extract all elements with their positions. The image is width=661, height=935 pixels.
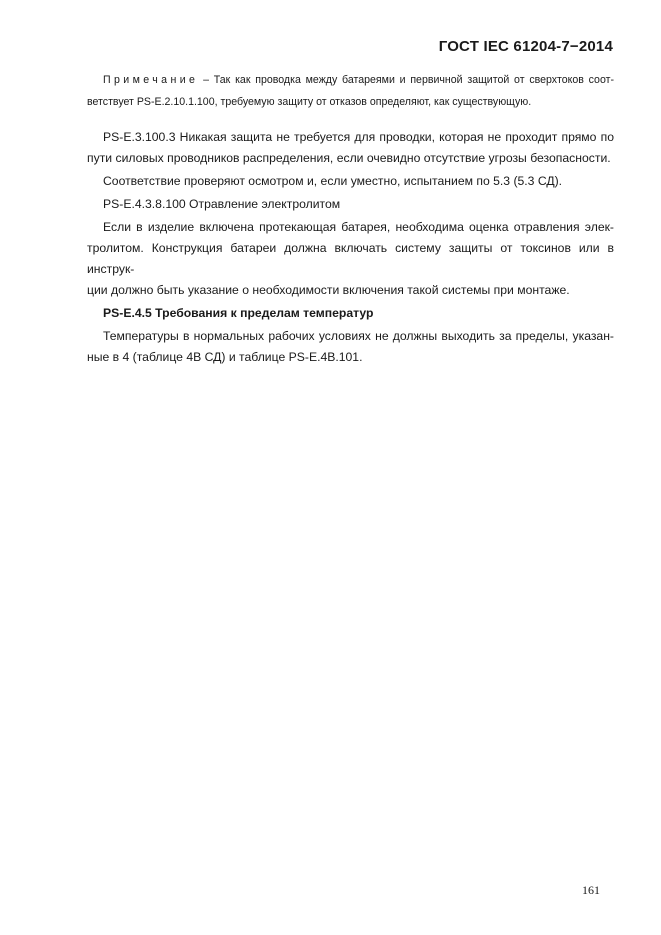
section-heading: PS-E.4.5 Требования к пределам температур bbox=[103, 306, 374, 320]
paragraph-4-3-8-100-heading bbox=[87, 194, 614, 215]
paragraph-line: пути силовых проводников распределения, если очевидно отсутствие угрозы безопасности. bbox=[87, 151, 611, 165]
paragraph-line: Температуры в нормальных рабочих условиях не должны выходить за пределы, указан- bbox=[103, 329, 614, 343]
document-header: ГОСТ IEC 61204-7−2014 bbox=[438, 38, 613, 55]
paragraph-temperatures bbox=[87, 326, 614, 368]
paragraph-compliance bbox=[87, 171, 614, 192]
note-label: Примечание bbox=[103, 74, 199, 86]
paragraph-line: ные в 4 (таблице 4В СД) и таблице PS-E.4B.101. bbox=[87, 350, 363, 364]
body-text bbox=[87, 127, 614, 370]
note-line-1 bbox=[87, 69, 614, 91]
paragraph-line: тролитом. Конструкция батареи должна включать систему защиты от токсинов или в инструк- bbox=[87, 241, 614, 276]
note-text-1: – Так как проводка между батареями и первичной защитой от сверхтоков соот- bbox=[203, 74, 614, 86]
page-number: 161 bbox=[582, 883, 600, 897]
paragraph-line: ции должно быть указание о необходимости включения такой системы при монтаже. bbox=[87, 283, 570, 297]
note-block bbox=[87, 69, 614, 113]
section-heading-4-5 bbox=[87, 303, 614, 324]
paragraph-line: PS-E.3.100.3 Никакая защита не требуется для проводки, которая не проходит прямо по bbox=[103, 130, 614, 144]
paragraph-line: PS-E.4.3.8.100 Отравление электролитом bbox=[103, 197, 341, 211]
note-line-2: ветствует PS-E.2.10.1.100, требуемую защиту от отказов определяют, как существующую. bbox=[87, 96, 532, 108]
paragraph-electrolyte bbox=[87, 217, 614, 301]
paragraph-line: Соответствие проверяют осмотром и, если уместно, испытанием по 5.3 (5.3 СД). bbox=[103, 174, 563, 188]
paragraph-line: Если в изделие включена протекающая батарея, необходима оценка отравления элек- bbox=[103, 220, 614, 234]
paragraph-3-100-3 bbox=[87, 127, 614, 169]
